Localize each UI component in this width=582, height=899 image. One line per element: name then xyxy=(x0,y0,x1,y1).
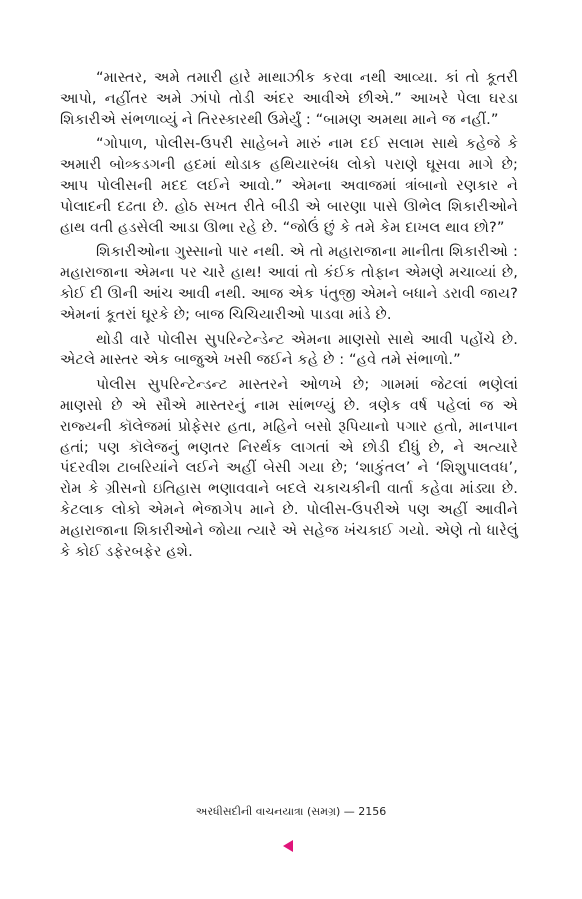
previous-page-arrow-icon[interactable] xyxy=(283,840,293,852)
paragraph-5: પોલીસ સુપરિન્ટેન્ડન્ટ માસ્તરને ઓળખે છે; ગામમાં જેટલાં ભણેલાં માણસો છે એ સૌએ માસ્તરનું નામ સાંભળ્યું છે. ત્રણેક વર્ષ પહેલાં જ એ રાજ્યની કૉલેજમાં પ્રોફેસર હતા, મહિને બસો રૂપિયાનો પગાર હતો, માનપાન હતાં; પણ કૉલેજનું ભણતર નિરર્થક લાગતાં એ છોડી દીધું છે, ને અત્યારે પંદરવીશ ટાબરિયાંને લઈને અહીં બેસી ગયા છે; ‘શાકુંતલ’ ને ‘શિશુપાલવધ’, રોમ કે ગ્રીસનો ઇતિહાસ ભણાવવાને બદલે ચકાચકીની વાર્તા કહેવા માંડ્યા છે. કેટલાક લોકો એમને ભેજાગેપ માને છે. પોલીસ-ઉપરીએ પણ અહીં આવીને મહારાજાના શિકારીઓને જોયા ત્યારે એ સહેજ ખંચકાઈ ગયો. એણે તો ધારેલું કે કોઈ ડફેરબફેર હશે. xyxy=(60,376,518,560)
paragraph-4: થોડી વારે પોલીસ સુપરિન્ટેન્ડેન્ટ એમના માણસો સાથે આવી પહોંચે છે. એટલે માસ્તર એક બાજુએ ખસી જઈને કહે છે : “હવે તમે સંભાળો.” xyxy=(60,330,518,369)
paragraph-2: “ગોપાળ, પોલીસ-ઉપરી સાહેબને મારું નામ દઈ સલામ સાથે કહેજે કે અમારી બોત્ર્કડગની હદમાં થોડાક હથિયારબંધ લોકો પરાણે ઘૂસવા માગે છે; આપ પોલીસની મદદ લઈને આવો.” એમના અવાજમાં ત્રાંબાનો રણકાર ને પોલાદની દઢતા છે. હોઠ સખત રીતે બીડી એ બારણા પાસે ઊભેલ શિકારીઓને હાથ વતી હડસેલી આડા ઊભા રહે છે. “જોઉં છું કે તમે કેમ દાખલ થાવ છો?” xyxy=(60,135,518,236)
paragraph-1: “માસ્તર, અમે તમારી હારે માથાઝીક કરવા નથી આવ્યા. કાં તો કૂતરી આપો, નહીંતર અમે ઝાંપો તોડી અંદર આવીએ છીએ.” આખરે પેલા ઘરડા શિકારીએ સંભળાવ્યું ને તિરસ્કારથી ઉમેર્યું : “બામણ અમથા માને જ નહીં.” xyxy=(60,69,518,128)
page-body xyxy=(60,68,518,566)
paragraph-3: શિકારીઓના ગુસ્સાનો પાર નથી. એ તો મહારાજાના માનીતા શિકારીઓ : મહારાજાના એમના પર ચારે હાથ! આવાં તો કંઈક તોફાન એમણે મચાવ્યાં છે, કોઈ દી ઊની આંચ આવી નથી. આજ એક પંતુજી એમને બધાને ડરાવી જાય? એમનાં કૂતરાં ઘૂરકે છે; બાજ ચિચિયારીઓ પાડવા માંડે છે. xyxy=(60,243,518,323)
page-footer: અરધીસદીની વાચનયાત્રા (સમગ્ર) — 2156 xyxy=(195,805,387,818)
